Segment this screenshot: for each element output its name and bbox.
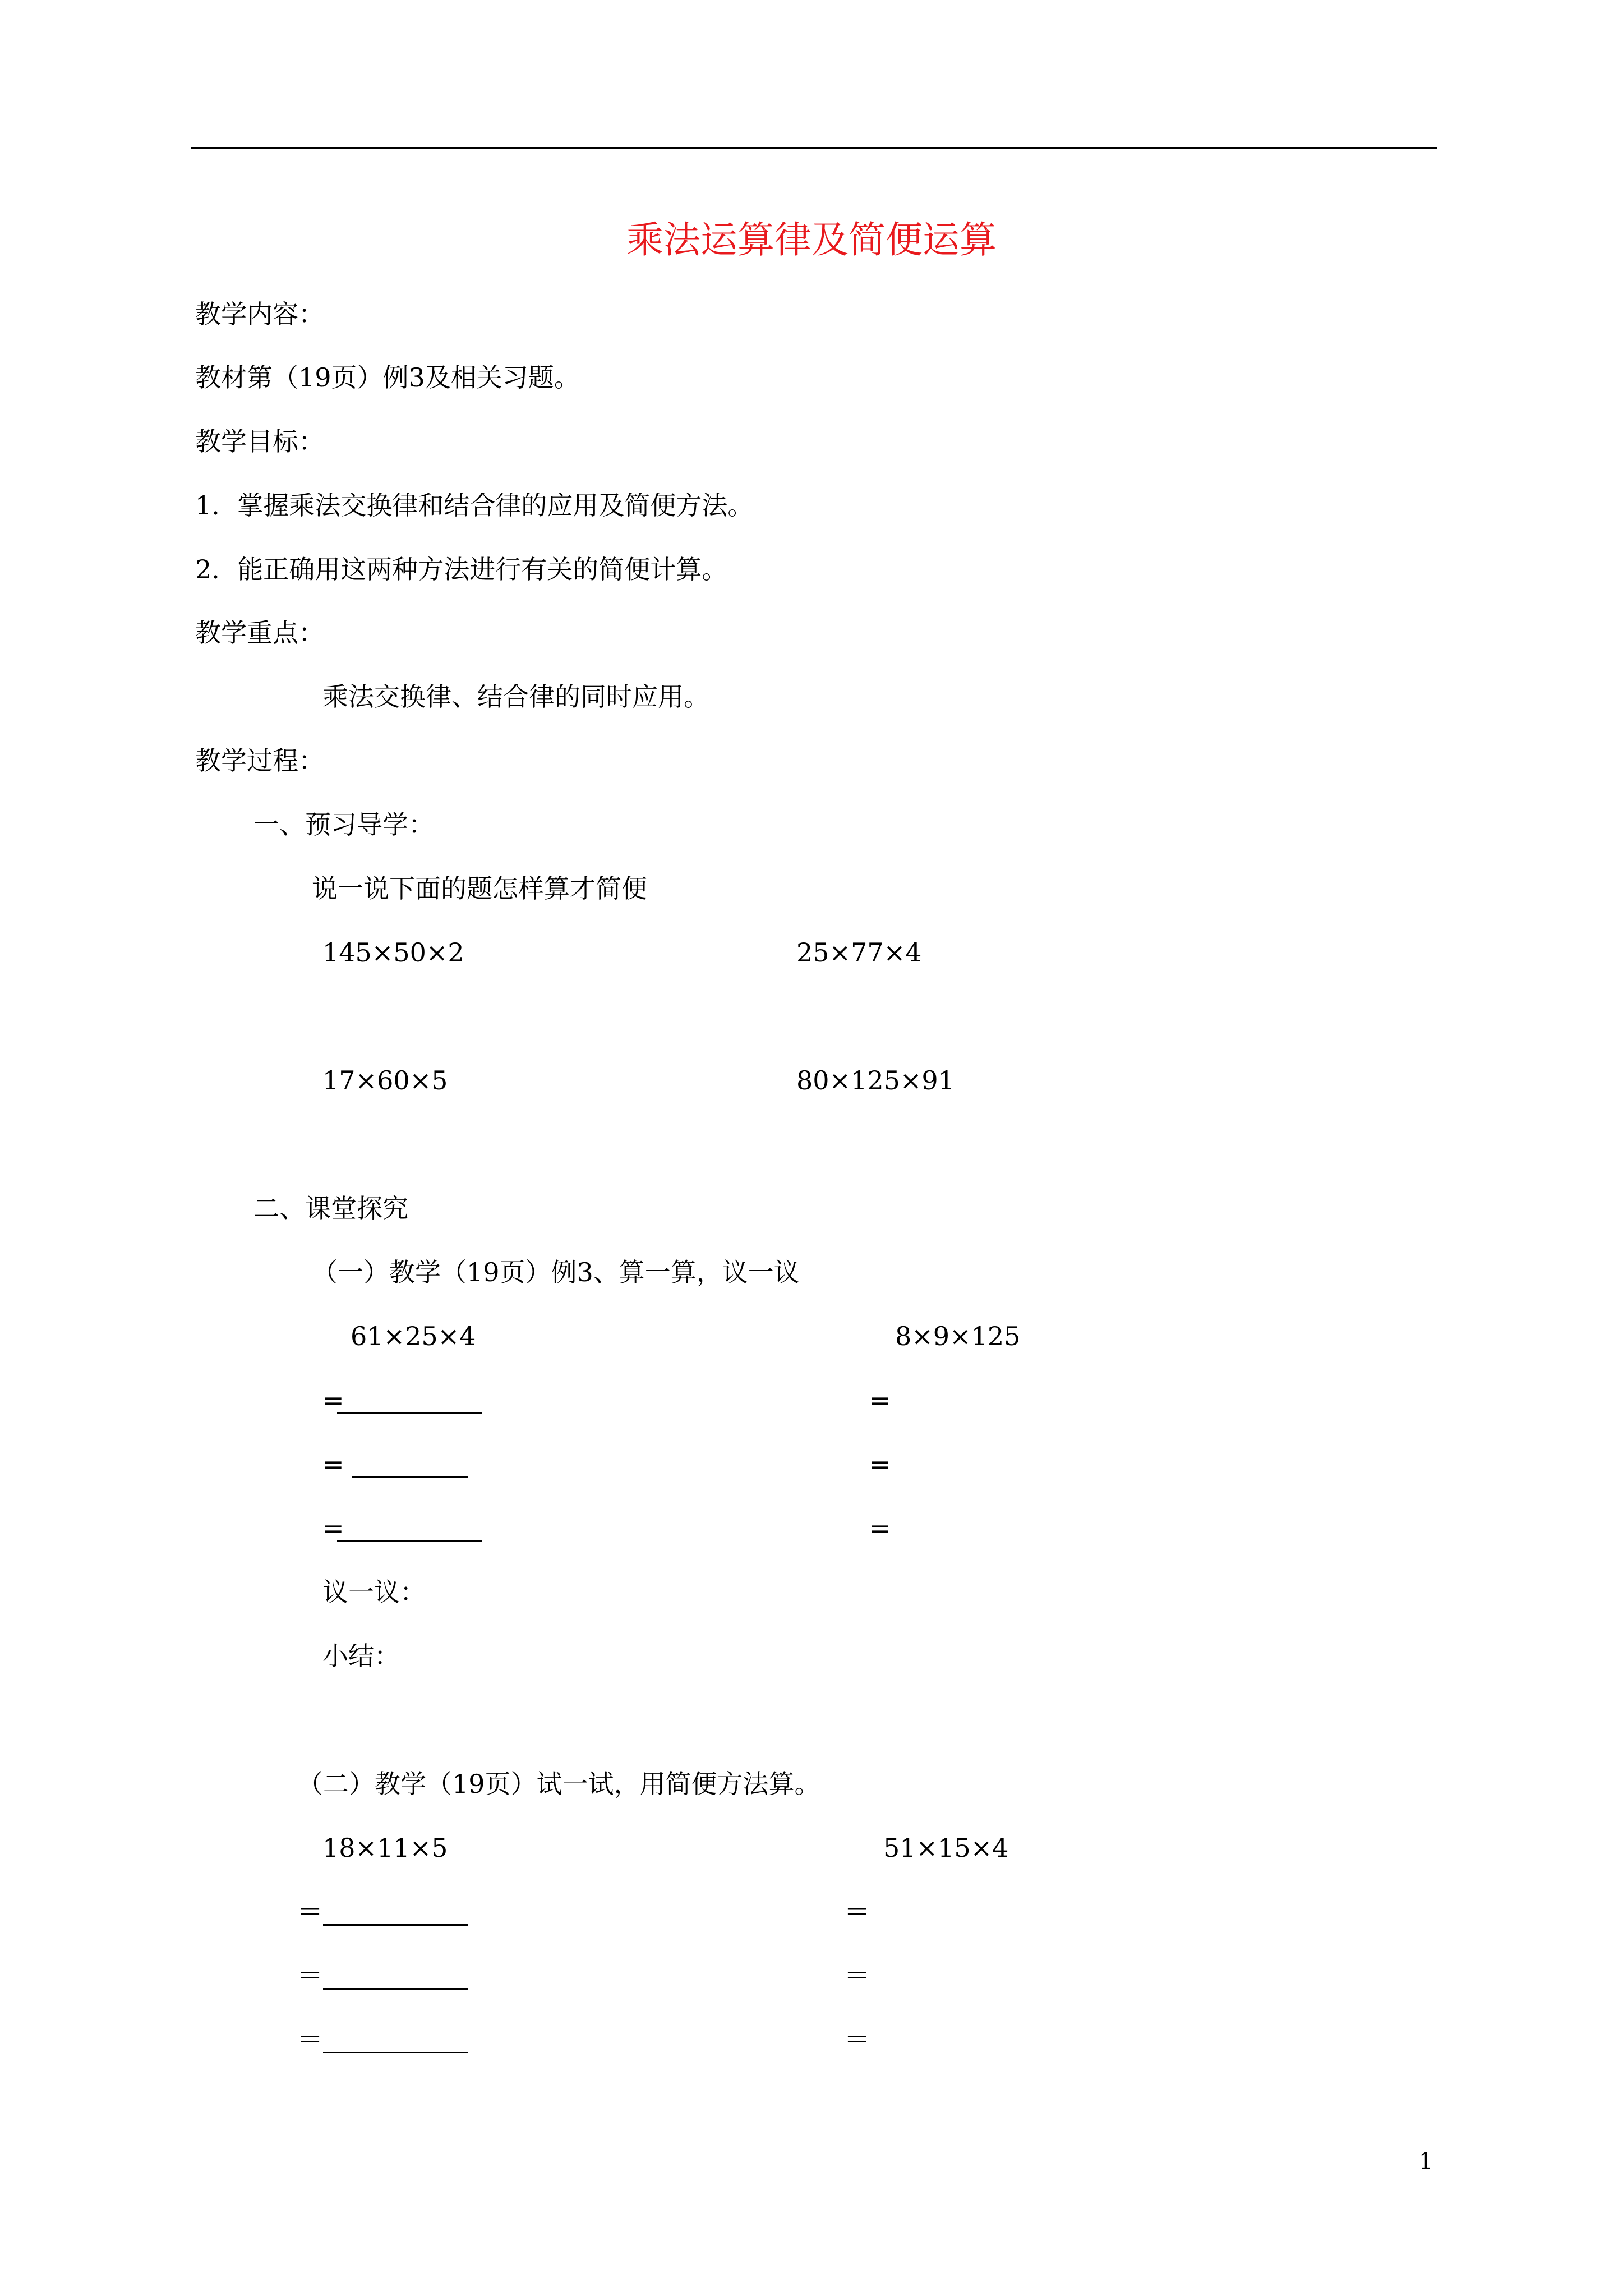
part-1-equals-left-3: =	[322, 1513, 344, 1543]
goal-item-2: 2．能正确用这两种方法进行有关的简便计算。	[195, 554, 728, 585]
content-text: 教材第（19页）例3及相关习题。	[195, 362, 580, 393]
part-2-right-expression: 51×15×4	[883, 1833, 1009, 1863]
part-2-equals-left-2: ＝	[297, 1961, 323, 1991]
part-1-heading: （一）教学（19页）例3、算一算，议一议	[312, 1257, 800, 1287]
part-1-equals-right-3: =	[869, 1513, 891, 1543]
answer-blank[interactable]	[352, 1476, 468, 1478]
problem-4: 80×125×91	[796, 1065, 955, 1096]
part-2-equals-left-3: ＝	[297, 2024, 323, 2055]
answer-blank[interactable]	[337, 1412, 482, 1414]
focus-text: 乘法交换律、结合律的同时应用。	[322, 682, 709, 712]
problem-2: 25×77×4	[796, 937, 922, 968]
answer-blank[interactable]	[323, 1924, 468, 1926]
goals-heading: 教学目标：	[195, 426, 324, 457]
part-1-equals-right-1: =	[869, 1385, 891, 1415]
part-2-equals-left-1: ＝	[297, 1897, 323, 1927]
problem-3: 17×60×5	[322, 1065, 448, 1096]
answer-blank[interactable]	[323, 2052, 468, 2053]
focus-heading: 教学重点：	[195, 618, 324, 648]
problem-1: 145×50×2	[322, 937, 464, 968]
page-title: 乘法运算律及简便运算	[626, 218, 997, 261]
part-2-equals-right-2: ＝	[844, 1961, 870, 1991]
page-number: 1	[1419, 2148, 1433, 2174]
part-1-left-expression: 61×25×4	[351, 1321, 476, 1351]
part-2-left-expression: 18×11×5	[322, 1833, 448, 1863]
part-2-equals-right-3: ＝	[844, 2024, 870, 2055]
answer-blank[interactable]	[337, 1540, 482, 1542]
goal-item-1: 1．掌握乘法交换律和结合律的应用及简便方法。	[195, 490, 754, 521]
section-1-intro: 说一说下面的题怎样算才简便	[312, 873, 647, 904]
part-1-equals-right-2: =	[869, 1449, 891, 1479]
summary-label: 小结：	[322, 1641, 400, 1671]
content-heading: 教学内容：	[195, 299, 324, 329]
part-1-equals-left-1: =	[322, 1385, 344, 1415]
header-rule	[191, 147, 1437, 149]
section-1-heading: 一、预习导学：	[253, 809, 434, 840]
part-2-heading: （二）教学（19页）试一试，用简便方法算。	[297, 1769, 820, 1799]
section-2-heading: 二、课堂探究	[253, 1193, 408, 1223]
answer-blank[interactable]	[323, 1988, 468, 1990]
part-2-equals-right-1: ＝	[844, 1897, 870, 1927]
discuss-label: 议一议：	[322, 1577, 426, 1607]
part-1-equals-left-2: =	[322, 1449, 344, 1479]
part-1-right-expression: 8×9×125	[895, 1321, 1021, 1351]
process-heading: 教学过程：	[195, 746, 324, 776]
